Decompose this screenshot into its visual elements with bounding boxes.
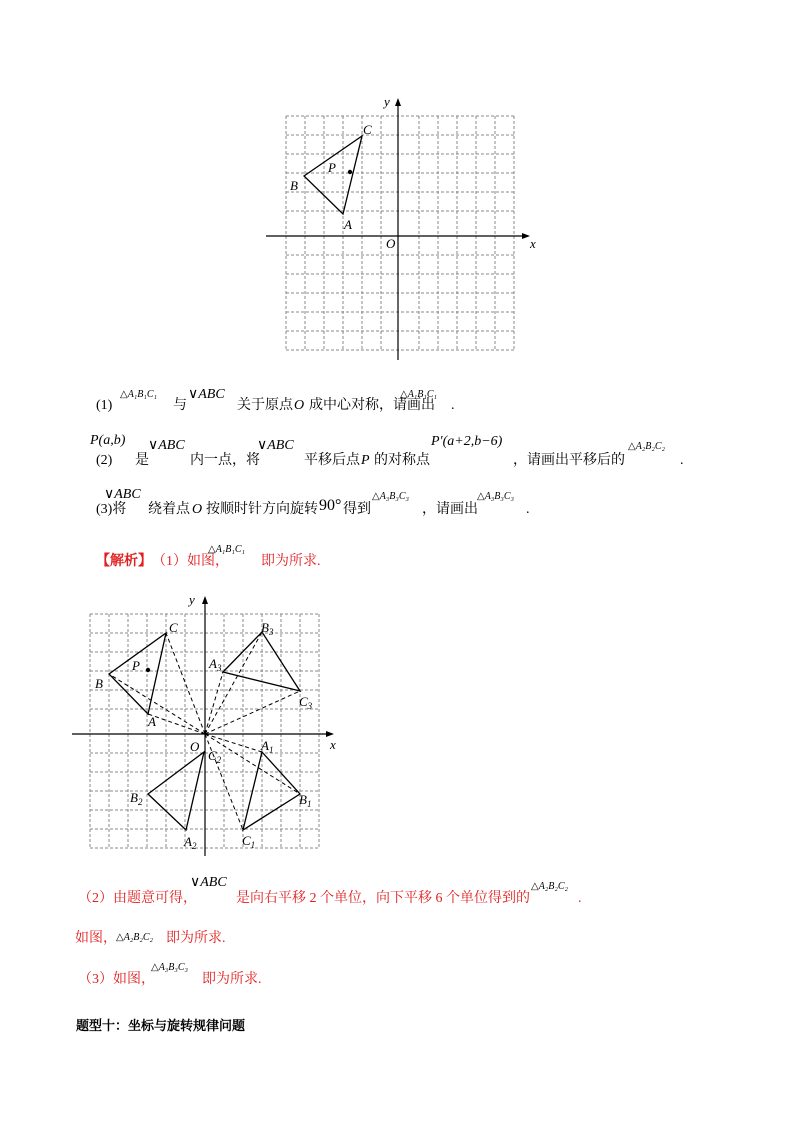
q3-triangle-target-2: △A₃B₃C₃ <box>477 491 515 502</box>
q2-text3: 的对称点 <box>374 453 430 468</box>
q3-degree: 90° <box>319 497 342 514</box>
q1-number: (1) <box>96 398 113 413</box>
fig2-label-b2: $B_2$ <box>130 790 143 807</box>
fig2-label-b: B <box>95 676 103 691</box>
q2-text4: ，请画出平移后的 <box>513 453 625 468</box>
axis-x-label: x <box>530 236 536 251</box>
fig2-label-a2: $A_2$ <box>184 834 197 851</box>
solution-1-text: （1）如图， <box>152 554 229 569</box>
point-a-label: A <box>344 217 352 232</box>
q2-is: 是 <box>135 453 149 468</box>
q2-end: . <box>680 453 684 468</box>
fig2-label-c: C <box>169 620 178 635</box>
fig2-label-b1: $B_1$ <box>299 792 312 809</box>
fig2-origin: O <box>190 739 200 754</box>
q3-text3: 得到 <box>343 502 371 517</box>
point-b-label: B <box>290 178 298 193</box>
q3-text1: 绕着点 <box>148 502 190 517</box>
fig2-label-a1: $A_1$ <box>261 738 274 755</box>
fig2-label-p: P <box>132 658 140 673</box>
fig2-label-c2: $C_2$ <box>208 748 222 765</box>
q3-origin: O <box>192 502 203 517</box>
solution-2b-end: 即为所求. <box>166 931 226 946</box>
fig2-label-c3: $C_3$ <box>299 694 313 711</box>
figure-1-grid <box>262 92 542 364</box>
solution-1-triangle: △A₁B₁C₁ <box>208 544 246 555</box>
q2-p-var: P <box>361 453 370 468</box>
q1-text2: 成中心对称，请画出 <box>309 398 435 413</box>
solution-3-triangle: △A₃B₃C₃ <box>151 962 189 973</box>
origin-label: O <box>386 236 396 251</box>
q1-text: 关于原点 <box>237 398 293 413</box>
q2-point-p-prime: P′(a+2,b−6) <box>431 434 503 449</box>
q3-end: . <box>526 502 530 517</box>
solution-3-end: 即为所求. <box>202 972 262 987</box>
q1-triangle-abc: ∨ABC <box>188 387 225 402</box>
solution-2-triangle-abc: ∨ABC <box>190 875 227 890</box>
figure-2-grid <box>68 590 346 858</box>
solution-2-text: （2）由题意可得， <box>78 891 197 906</box>
solution-2b-text: 如图， <box>75 931 117 946</box>
q1-triangle: △A₁B₁C₁ <box>120 389 158 400</box>
q3-text4: ，请画出 <box>422 502 478 517</box>
q2-triangle-abc-2: ∨ABC <box>257 438 294 453</box>
section-heading: 题型十：坐标与旋转规律问题 <box>76 1019 246 1034</box>
q2-text1: 内一点，将 <box>190 453 260 468</box>
solution-2-end: . <box>578 891 582 906</box>
q2-triangle-target: △A₂B₂C₂ <box>628 441 666 452</box>
axis-y-label: y <box>384 94 390 109</box>
solution-2b-triangle: △A₂B₂C₂ <box>116 932 154 943</box>
fig2-label-b3: $B_3$ <box>261 620 274 637</box>
q3-triangle-abc: ∨ABC <box>104 487 141 502</box>
solution-2-triangle: △A₂B₂C₂ <box>531 881 569 892</box>
q1-origin: O <box>294 398 305 413</box>
q2-text2: 平移后点 <box>304 453 360 468</box>
fig2-axis-x: x <box>330 737 336 752</box>
q2-point-p: P(a,b) <box>90 433 126 448</box>
point-p-label: P <box>328 160 336 175</box>
solution-1-end: 即为所求. <box>261 554 321 569</box>
solution-tag: 【解析】 <box>96 554 152 569</box>
q1-triangle-target: △A₁B₁C₁ <box>400 389 438 400</box>
q1-text-with: 与 <box>173 398 187 413</box>
fig2-label-a: A <box>148 714 156 729</box>
fig2-label-a3: $A_3$ <box>209 656 222 673</box>
q3-text2: 按顺时针方向旋转 <box>206 502 318 517</box>
q2-triangle-abc: ∨ABC <box>148 438 185 453</box>
solution-2-text-b: 是向右平移 2 个单位，向下平移 6 个单位得到的 <box>236 891 530 906</box>
point-c-label: C <box>363 122 372 137</box>
q1-end: . <box>451 398 455 413</box>
q3-number: (3)将 <box>96 502 127 517</box>
q3-triangle-target: △A₃B₃C₃ <box>372 491 410 502</box>
fig2-label-c1: $C_1$ <box>242 833 256 850</box>
fig2-axis-y: y <box>189 592 195 607</box>
q2-number: (2) <box>96 453 113 468</box>
solution-3-text: （3）如图， <box>78 972 155 987</box>
